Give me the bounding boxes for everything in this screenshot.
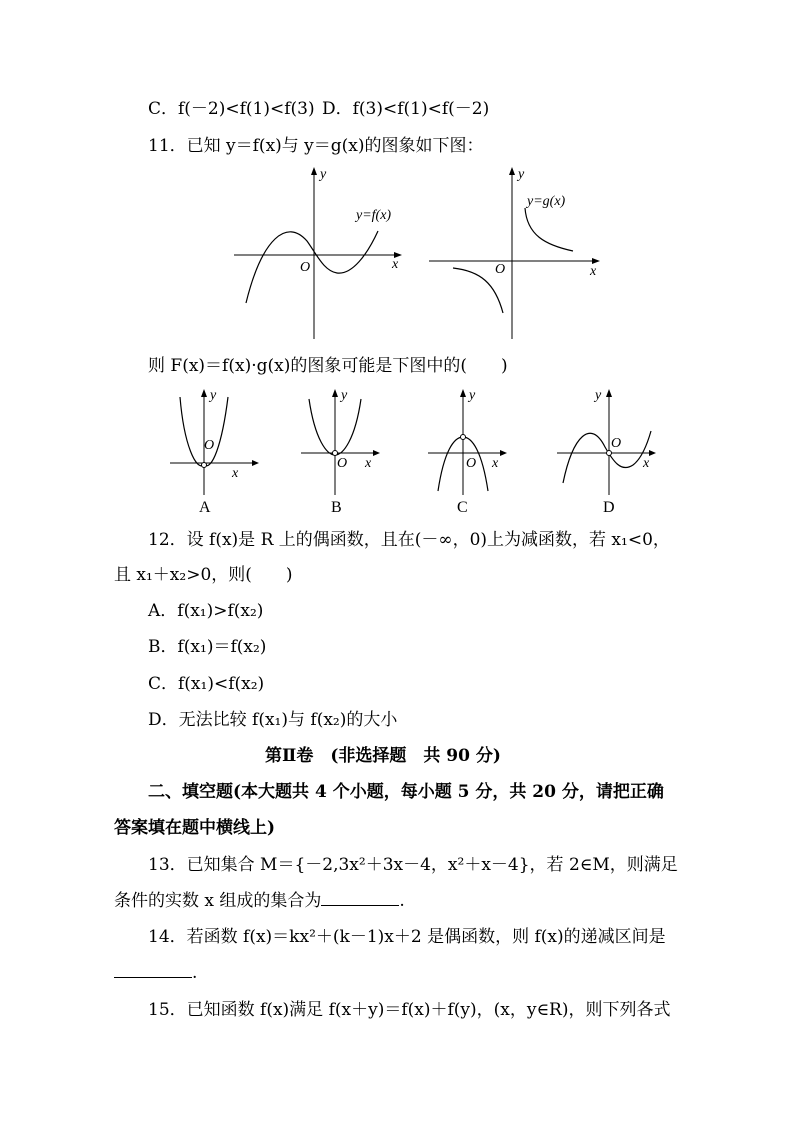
opt-c-x: x xyxy=(492,456,499,471)
graph-f-y-label: y xyxy=(320,167,327,182)
option-a-graph xyxy=(166,385,262,497)
q14-line-1: 14．若函数 f(x)＝kx²＋(k－1)x＋2 是偶函数，则 f(x)的递减区间是 xyxy=(148,927,666,947)
q12-option-a: A．f(x₁)>f(x₂) xyxy=(148,601,264,621)
opt-a-origin: O xyxy=(204,438,215,453)
q13-line-1: 13．已知集合 M＝{－2,3x²＋3x－4，x²＋x－4}，若 2∈M，则满足 xyxy=(148,855,678,875)
option-c-label: C xyxy=(457,499,468,516)
graph-f xyxy=(232,163,404,341)
q12-option-d: D．无法比较 f(x₁)与 f(x₂)的大小 xyxy=(148,710,398,730)
opt-d-y: y xyxy=(595,388,602,403)
q12-stem-2: 且 x₁＋x₂>0，则( ) xyxy=(114,565,293,585)
graph-g-label: y=g(x) xyxy=(527,194,566,209)
opt-c-y: y xyxy=(469,388,476,403)
graph-g-x-label: x xyxy=(590,264,597,279)
opt-b-y: y xyxy=(341,388,348,403)
q14-line-2 xyxy=(114,961,197,985)
q14-end: . xyxy=(192,963,198,983)
q12-option-b: B．f(x₁)＝f(x₂) xyxy=(148,637,267,657)
opt-b-origin: O xyxy=(337,456,348,471)
q12-option-c: C．f(x₁)<f(x₂) xyxy=(148,674,265,694)
graph-g-y-label: y xyxy=(518,167,525,182)
q13-end: . xyxy=(399,891,405,911)
graph-g xyxy=(425,163,605,341)
q13-line-2 xyxy=(114,889,405,913)
q10-option-c: C．f(－2)<f(1)<f(3) xyxy=(148,99,315,119)
q14-answer-blank[interactable] xyxy=(114,961,192,978)
opt-d-origin: O xyxy=(611,436,622,451)
section2-title: 第Ⅱ卷 (非选择题 共 90 分) xyxy=(265,746,501,766)
q11-stem: 11．已知 y＝f(x)与 y＝g(x)的图象如下图： xyxy=(148,136,484,156)
graph-g-origin: O xyxy=(495,262,506,277)
opt-c-origin: O xyxy=(466,456,477,471)
section2-heading-1: 二、填空题(本大题共 4 个小题，每小题 5 分，共 20 分，请把正确 xyxy=(148,782,664,802)
option-b-graph xyxy=(297,385,393,497)
q11-question: 则 F(x)＝f(x)·g(x)的图象可能是下图中的( ) xyxy=(148,356,508,376)
q15-line-1: 15．已知函数 f(x)满足 f(x＋y)＝f(x)＋f(y)，(x，y∈R)，则下列各式 xyxy=(148,1000,671,1020)
option-a-label: A xyxy=(199,499,211,516)
opt-d-x: x xyxy=(643,456,650,471)
graph-f-origin: O xyxy=(300,260,311,275)
q13-answer-blank[interactable] xyxy=(321,889,399,906)
option-d-graph xyxy=(553,385,663,497)
section2-heading-2: 答案填在题中横线上) xyxy=(114,818,276,838)
graph-f-x-label: x xyxy=(392,257,399,272)
q13-line-2-text: 条件的实数 x 组成的集合为 xyxy=(114,891,322,911)
q10-option-d: D．f(3)<f(1)<f(－2) xyxy=(322,99,490,119)
option-c-graph xyxy=(424,385,520,497)
option-b-label: B xyxy=(331,499,342,516)
option-d-label: D xyxy=(603,499,615,516)
q12-stem-1: 12．设 f(x)是 R 上的偶函数，且在(－∞，0)上为减函数，若 x₁<0， xyxy=(148,530,670,550)
graph-f-label: y=f(x) xyxy=(356,208,392,223)
opt-b-x: x xyxy=(365,456,372,471)
opt-a-y: y xyxy=(210,388,217,403)
opt-a-x: x xyxy=(232,466,239,481)
